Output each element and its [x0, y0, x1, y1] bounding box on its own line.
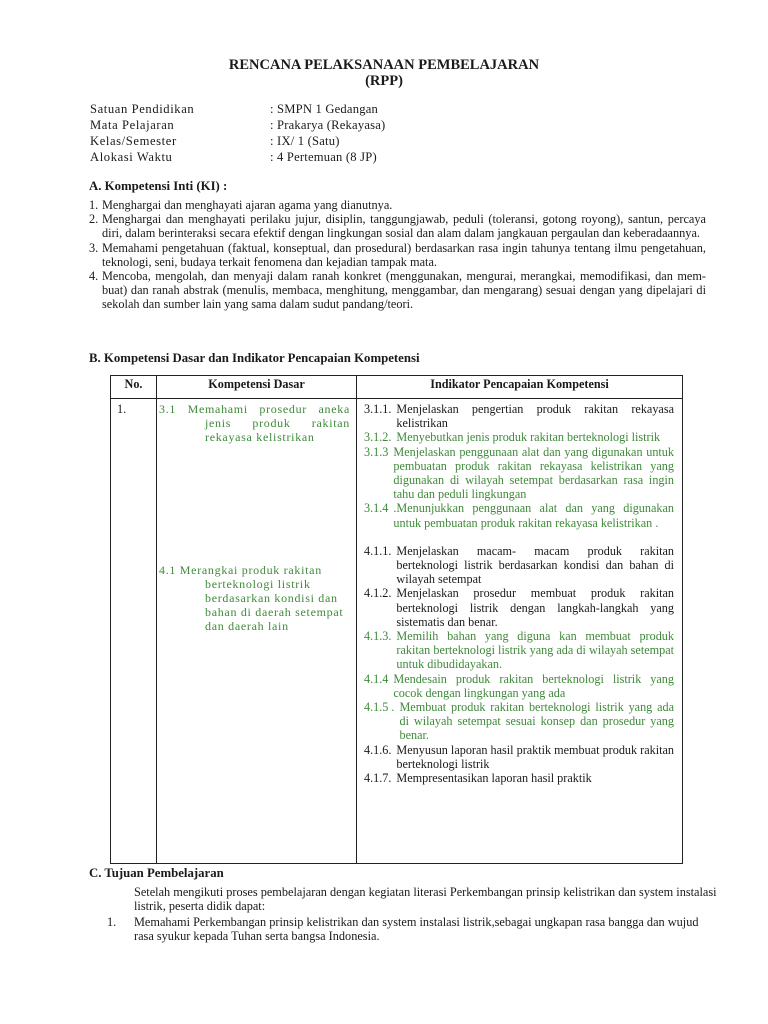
header-no: No.: [111, 376, 157, 399]
list-item: [89, 241, 706, 269]
indicator-text: Menjelaskan pengertian produk rakitan rekayasa kelistrikan: [396, 402, 674, 431]
objective-text: Memahami Perkembangan prinsip kelistrikan dan system instalasi listrik,sebagai ungkapan rasa bangga dan wujud rasa syukur kepada Tuhan serta bangsa Indonesia.: [134, 915, 699, 944]
identity-info-block: [90, 101, 385, 165]
indicator-number: 3.1.1.: [364, 402, 392, 416]
info-value: : IX/ 1 (Satu): [270, 134, 340, 148]
header-indicator: Indikator Pencapaian Kompetensi: [357, 376, 683, 399]
indicator-item: [364, 544, 674, 587]
section-c-heading: C. Tujuan Pembelajaran: [89, 866, 224, 880]
header-basic-competency: Kompetensi Dasar: [157, 376, 357, 399]
list-item-number: 4.: [89, 269, 99, 284]
indicator-item: [364, 629, 674, 672]
info-value: : 4 Pertemuan (8 JP): [270, 150, 377, 164]
indicator-text: Menjelaskan prosedur membuat produk rakitan berteknologi listrik dengan langkah-langkah yang sistematis dan benar.: [396, 586, 674, 629]
indicator-number: 4.1.5 .: [364, 700, 395, 715]
indicator-number: 3.1.2.: [364, 430, 392, 445]
info-value: : SMPN 1 Gedangan: [270, 102, 378, 116]
indicator-number: 4.1.4: [364, 671, 389, 686]
list-item-number: 3.: [89, 240, 99, 255]
table-header-row: [111, 376, 683, 399]
indicator-item: [364, 672, 674, 700]
info-row-subject: [90, 117, 385, 133]
competency-table: [110, 375, 683, 864]
basic-competency-cell: [157, 399, 357, 864]
list-item: [89, 198, 706, 212]
indicator-item: [364, 402, 674, 430]
indicator-text: Membuat produk rakitan berteknologi listrik yang ada di wilayah setempat sesuai konsep dan prosedur yang benar.: [399, 700, 674, 743]
document-subtitle: (RPP): [365, 73, 403, 89]
indicator-number: 4.1.6.: [364, 742, 392, 757]
core-competency-list: [89, 198, 706, 312]
indicator-item: [364, 501, 674, 529]
indicator-text: Menjelaskan macam- macam produk rakitan berteknologi listrik berdasarkan kondisi dan bahan di wilayah setempat: [396, 543, 674, 587]
list-item-text: Mencoba, mengolah, dan menyaji dalam ranah konkret (menggunakan, mengurai, merangkai, memodifikasi, dan mem-buat) dan ranah abstrak (menulis, membaca, menghitung, menggambar, dan mengarang) sesuai dengan yang dipelajari di sekolah dan sumber lain yang sama dalam sudut pandang/teori.: [102, 269, 706, 312]
section-b-heading: B. Kompetensi Dasar dan Indikator Pencapaian Kompetensi: [89, 351, 420, 365]
indicator-cell: [357, 399, 683, 864]
info-label: Kelas/Semester: [90, 134, 177, 148]
info-value: : Prakarya (Rekayasa): [270, 118, 386, 132]
list-item-text: Memahami pengetahuan (faktual, konseptual, dan prosedural) berdasarkan rasa ingin tahunya tentang ilmu pengetahuan, teknologi, seni, budaya terkait fenomena dan kejadian tampak mata.: [102, 240, 706, 269]
indicator-item: [364, 771, 674, 785]
list-item-number: 1.: [89, 198, 99, 212]
indicator-item: [364, 430, 674, 444]
info-row-time: [90, 149, 385, 165]
indicator-text: Mempresentasikan laporan hasil praktik: [396, 771, 592, 786]
list-item-text: Menghargai dan menghayati ajaran agama yang dianutnya.: [102, 198, 393, 212]
section-a-heading: A. Kompetensi Inti (KI) :: [89, 179, 228, 193]
info-label: Mata Pelajaran: [90, 118, 175, 132]
indicator-text: .Menunjukkan penggunaan alat dan yang digunakan untuk pembuatan produk rakitan rekayasa kelistrikan .: [393, 501, 674, 530]
info-label: Satuan Pendidikan: [90, 102, 195, 116]
indicator-text: Menjelaskan penggunaan alat dan yang digunakan untuk pembuatan produk rakitan rekayasa kelistrikan yang digunakan di wilayah setempat berdasarkan rasa ingin tahu dan peduli lingkungan: [393, 444, 674, 502]
indicator-number: 4.1.2.: [364, 586, 392, 601]
table-row: [111, 399, 683, 864]
indicator-text: Mendesain produk rakitan berteknologi listrik yang cocok dengan lingkungan yang ada: [393, 671, 674, 700]
indicator-number: 4.1.7.: [364, 771, 392, 786]
indicator-item: [364, 445, 674, 502]
indicator-item: [364, 700, 674, 743]
document-title: RENCANA PELAKSANAAN PEMBELAJARAN: [228, 57, 540, 73]
indicator-list-3: [364, 402, 674, 530]
row-number: 1.: [111, 399, 157, 864]
indicator-item: [364, 743, 674, 771]
indicator-list-4: [364, 544, 674, 785]
list-item: [89, 212, 706, 240]
indicator-text: Menyebutkan jenis produk rakitan berteknologi listrik: [396, 430, 661, 445]
indicator-number: 4.1.3.: [364, 629, 392, 644]
objective-item: [107, 915, 709, 943]
info-row-class: [90, 133, 385, 149]
indicator-number: 4.1.1.: [364, 543, 392, 558]
basic-competency-4-1: 4.1 Merangkai produk rakitan berteknologi listrik berdasarkan kondisi dan bahan di daerah setempat dan daerah lain: [159, 563, 344, 633]
indicator-text: Memilih bahan yang diguna kan membuat produk rakitan berteknologi listrik yang ada di wilayah setempat untuk dibudidayakan.: [396, 629, 674, 672]
objective-number: 1.: [107, 915, 117, 929]
info-row-school: [90, 101, 385, 117]
indicator-text: Menyusun laporan hasil praktik membuat produk rakitan berteknologi listrik: [396, 742, 674, 771]
indicator-number: 3.1.3: [364, 444, 389, 459]
list-item-number: 2.: [89, 212, 99, 227]
list-item-text: Menghargai dan menghayati perilaku jujur, disiplin, tanggungjawab, peduli (toleransi, gotong royong), santun, percaya diri, dalam berinteraksi secara efektif dengan lingkungan sosial dan alam dalam jangkauan pergaulan dan keberadaannya.: [102, 212, 706, 241]
indicator-item: [364, 586, 674, 629]
indicator-number: 3.1.4: [364, 501, 389, 516]
list-item: [89, 269, 706, 312]
objective-intro: Setelah mengikuti proses pembelajaran dengan kegiatan literasi Perkembangan prinsip kelistrikan dan system instalasi listrik, peserta didik dapat:: [134, 885, 717, 914]
info-label: Alokasi Waktu: [90, 150, 173, 164]
basic-competency-3-1: 3.1 Memahami prosedur aneka jenis produk rakitan rekayasa kelistrikan: [159, 402, 350, 444]
